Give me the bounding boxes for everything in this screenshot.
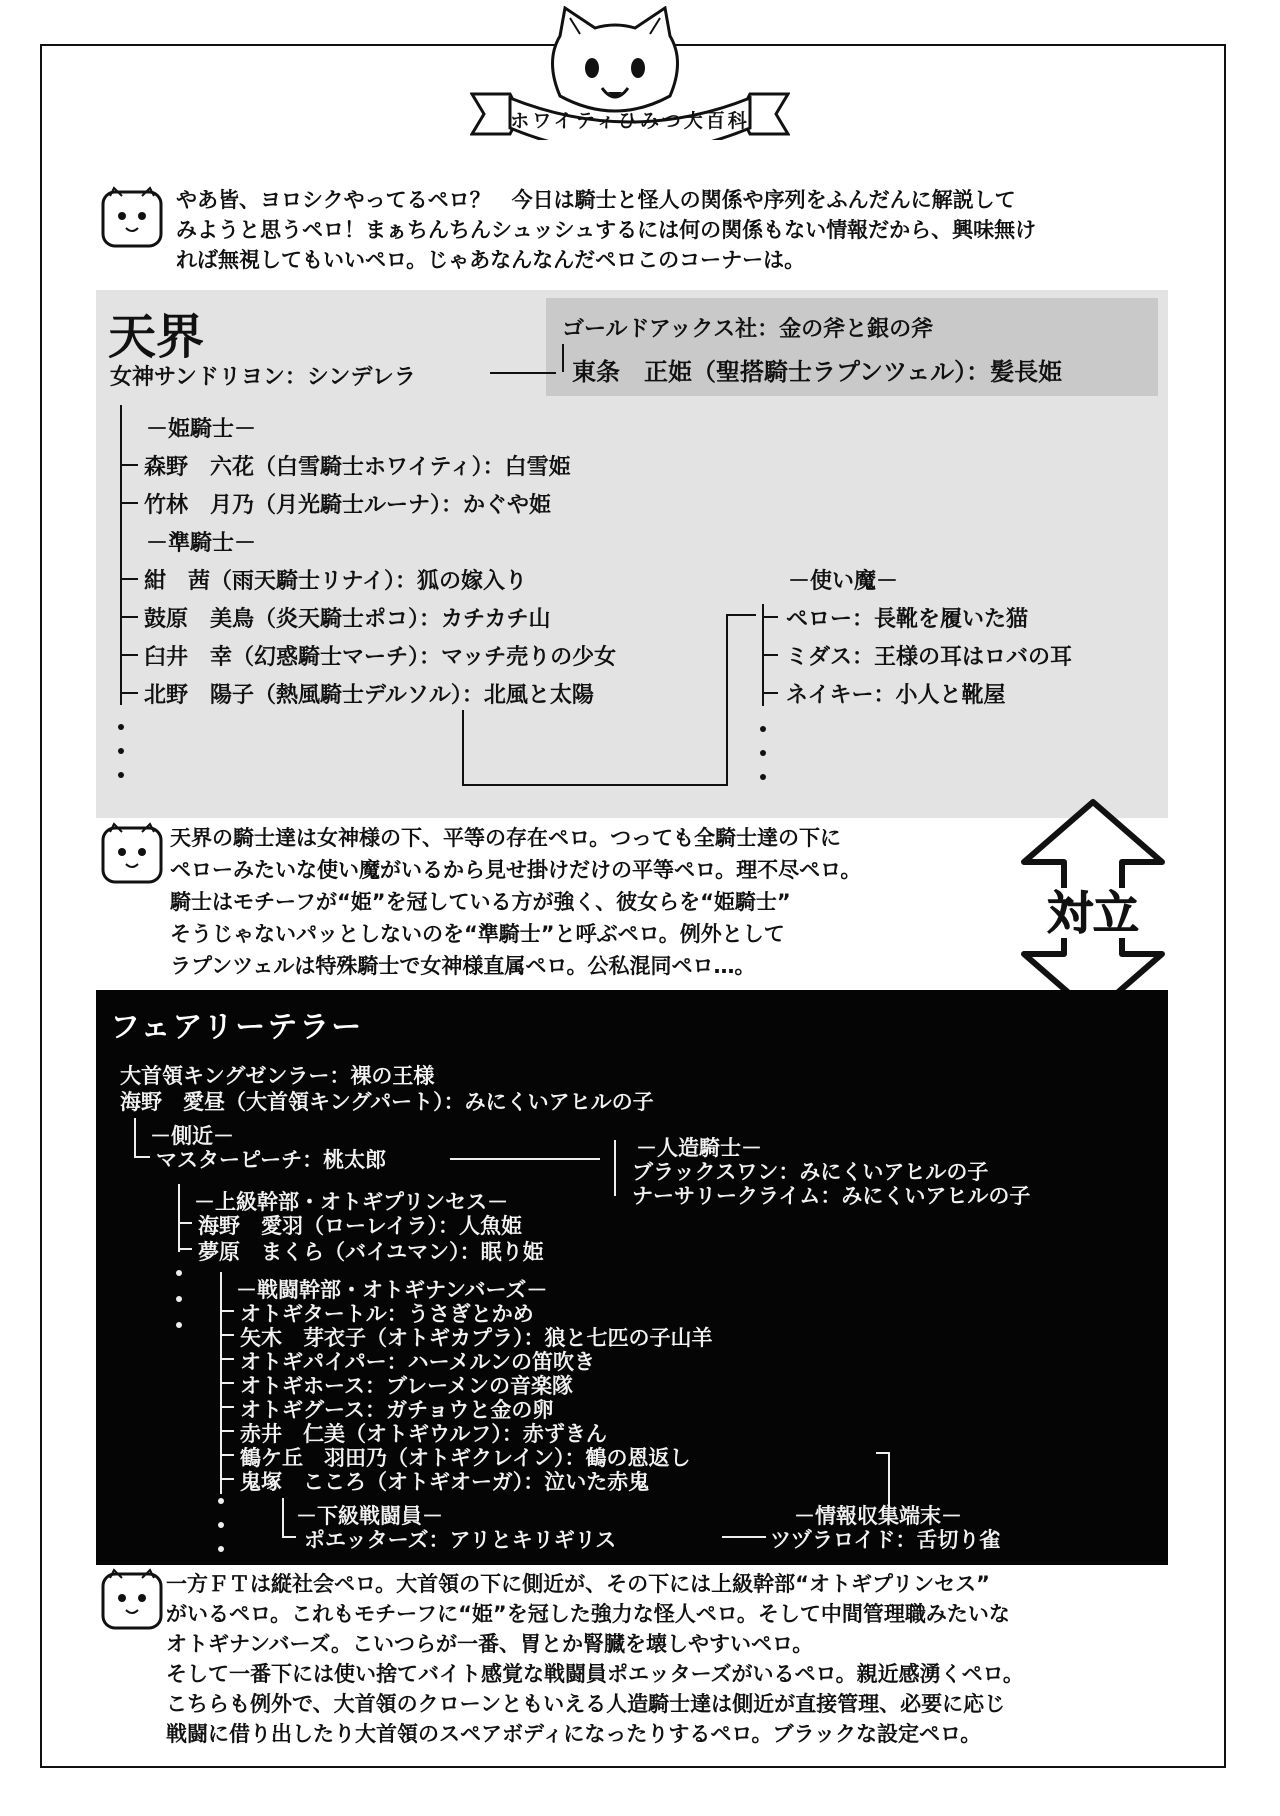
- note-line: 天界の騎士達は女神様の下、平等の存在ペロ。つっても全騎士達の下に: [170, 826, 841, 850]
- connector: [134, 1156, 150, 1158]
- numbers-row: オトギタートル：うさぎとかめ: [240, 1302, 534, 1326]
- knight-row: 臼井 幸（幻惑騎士マーチ）：マッチ売りの少女: [144, 645, 617, 670]
- princess-knight-header: －姫騎士－: [146, 417, 257, 442]
- numbers-row: オトギグース：ガチョウと金の卵: [240, 1398, 554, 1422]
- knight-row: 鼓原 美鳥（炎天騎士ポコ）：カチカチ山: [144, 607, 551, 632]
- leader-part-node: 海野 愛昼（大首領キングパート）：みにくいアヒルの子: [120, 1090, 654, 1114]
- tree-trunk: [282, 1498, 284, 1538]
- knight-row: 北野 陽子（熱風騎士デルソル）：北風と太陽: [144, 683, 594, 708]
- fairy-teller-title: フェアリーテラー: [110, 1010, 364, 1045]
- artificial-knight-row: ブラックスワン：みにくいアヒルの子: [632, 1160, 989, 1184]
- oppose-label: 対立: [1010, 888, 1176, 938]
- connector: [562, 344, 564, 372]
- cat-mascot-icon: [100, 186, 164, 250]
- note-line: こちらも例外で、大首領のクローンともいえる人造騎士達は側近が直接管理、必要に応じ: [166, 1692, 1006, 1716]
- intel-row: ツヅラロイド：舌切り雀: [770, 1528, 1001, 1552]
- cat-mascot-icon: [100, 1568, 164, 1632]
- intro-line: みようと思うペロ！まぁちんちんシュッシュするには何の関係もない情報だから、興味無け: [176, 218, 1037, 242]
- connector: [490, 372, 556, 374]
- intro-line: れば無視してもいいペロ。じゃあなんなんだペロこのコーナーは。: [176, 248, 806, 272]
- continuation-dot: [760, 726, 766, 732]
- connector: [282, 1536, 296, 1538]
- gold-company-node: ゴールドアックス社：金の斧と銀の斧: [562, 317, 934, 342]
- numbers-row: 赤井 仁美（オトギウルフ）：赤ずきん: [240, 1422, 607, 1446]
- connector: [450, 1158, 600, 1160]
- note-line: 戦闘に借り出したり大首領のスペアボディになったりするペロ。ブラックな設定ペロ。: [166, 1722, 982, 1746]
- continuation-dot: [118, 748, 124, 754]
- continuation-dot: [176, 1296, 182, 1302]
- knight-row: 竹林 月乃（月光騎士ルーナ）：かぐや姫: [144, 493, 552, 518]
- connector: [220, 1430, 234, 1432]
- numbers-row: オトギパイパー：ハーメルンの笛吹き: [240, 1350, 596, 1374]
- tree-trunk: [178, 1184, 180, 1252]
- connector: [220, 1454, 234, 1456]
- intel-header: －情報収集端末－: [794, 1504, 962, 1528]
- connector: [462, 784, 728, 786]
- tree-trunk: [120, 405, 122, 705]
- connector: [762, 616, 778, 618]
- page-title: ホワイティひみつ大百科: [510, 110, 750, 132]
- continuation-dot: [218, 1546, 224, 1552]
- continuation-dot: [176, 1322, 182, 1328]
- note-line: そうじゃないパッとしないのを“準騎士”と呼ぶペロ。例外として: [170, 922, 785, 946]
- continuation-dot: [118, 724, 124, 730]
- connector: [220, 1478, 234, 1480]
- familiar-row: ペロー：長靴を履いた猫: [786, 607, 1029, 632]
- special-knight-node: 東条 正姫（聖搭騎士ラプンツェル）：髪長姫: [572, 358, 1063, 386]
- leader-node: 大首領キングゼンラー：裸の王様: [120, 1064, 435, 1088]
- grunt-header: －下級戦闘員－: [296, 1504, 443, 1528]
- numbers-row: オトギホース：ブレーメンの音楽隊: [240, 1374, 574, 1398]
- connector: [762, 654, 778, 656]
- numbers-row: 鬼塚 こころ（オトギオーガ）：泣いた赤鬼: [240, 1470, 650, 1494]
- note-line: ラプンツェルは特殊騎士で女神様直属ペロ。公私混同ペロ…。: [170, 954, 756, 978]
- numbers-row: 矢木 芽衣子（オトギカプラ）：狼と七匹の子山羊: [240, 1326, 713, 1350]
- connector: [120, 692, 138, 694]
- connector: [120, 464, 138, 466]
- connector: [220, 1334, 234, 1336]
- artificial-header: －人造騎士－: [636, 1136, 762, 1160]
- princess-row: 海野 愛羽（ローレイラ）：人魚姫: [198, 1214, 523, 1238]
- note-line: そして一番下には使い捨てバイト感覚な戦闘員ポエッターズがいるペロ。親近感湧くペロ。: [166, 1662, 1024, 1686]
- connector: [120, 502, 138, 504]
- connector: [726, 614, 756, 616]
- familiar-row: ミダス：王様の耳はロバの耳: [786, 645, 1073, 670]
- cat-mascot-icon: [100, 822, 164, 886]
- connector: [120, 578, 138, 580]
- familiar-row: ネイキー：小人と靴屋: [786, 683, 1006, 708]
- connector: [762, 692, 778, 694]
- princess-header: －上級幹部・オトギプリンセス－: [194, 1190, 509, 1214]
- continuation-dot: [760, 750, 766, 756]
- numbers-header: －戦闘幹部・オトギナンバーズ－: [236, 1278, 548, 1302]
- grunt-row: ポエッターズ：アリとキリギリス: [304, 1528, 617, 1552]
- numbers-row: 鶴ケ丘 羽田乃（オトギクレイン）：鶴の恩返し: [240, 1446, 691, 1470]
- connector: [614, 1140, 616, 1196]
- artificial-knight-row: ナーサリークライム：みにくいアヒルの子: [632, 1184, 1031, 1208]
- knight-row: 紺 茜（雨天騎士リナイ）：狐の嫁入り: [144, 569, 528, 594]
- note-line: 一方ＦＴは縦社会ペロ。大首領の下に側近が、その下には上級幹部“オトギプリンセス”: [166, 1572, 990, 1596]
- heaven-title: 天界: [108, 309, 205, 365]
- familiar-header: －使い魔－: [788, 569, 899, 594]
- note-line: ペローみたいな使い魔がいるから見せ掛けだけの平等ペロ。理不尽ペロ。: [170, 858, 862, 882]
- note-line: 騎士はモチーフが“姫”を冠している方が強く、彼女らを“姫騎士”: [170, 890, 791, 914]
- connector: [220, 1382, 234, 1384]
- continuation-dot: [760, 774, 766, 780]
- connector: [726, 614, 728, 786]
- note-line: がいるペロ。これもモチーフに“姫”を冠した強力な怪人ペロ。そして中間管理職みたいな: [166, 1602, 1010, 1626]
- aide-node: マスターピーチ：桃太郎: [156, 1148, 387, 1172]
- tree-trunk: [134, 1118, 136, 1156]
- connector: [120, 654, 138, 656]
- continuation-dot: [218, 1498, 224, 1504]
- connector: [220, 1358, 234, 1360]
- connector: [722, 1536, 766, 1538]
- continuation-dot: [218, 1522, 224, 1528]
- connector: [120, 616, 138, 618]
- aide-header: －側近－: [150, 1124, 234, 1148]
- goddess-node: 女神サンドリヨン：シンデレラ: [110, 365, 416, 390]
- intro-line: やあ皆、ヨロシクやってるペロ？ 今日は騎士と怪人の関係や序列をふんだんに解説して: [176, 188, 1016, 212]
- note-line: オトギナンバーズ。こいつらが一番、胃とか腎臓を壊しやすいペロ。: [166, 1632, 814, 1656]
- connector: [178, 1248, 192, 1250]
- knight-row: 森野 六花（白雪騎士ホワイティ）：白雪姫: [144, 455, 571, 480]
- continuation-dot: [176, 1270, 182, 1276]
- connector: [220, 1406, 234, 1408]
- princess-row: 夢原 まくら（バイユマン）：眠り姫: [198, 1240, 544, 1264]
- connector: [220, 1310, 234, 1312]
- connector: [462, 710, 464, 786]
- continuation-dot: [118, 772, 124, 778]
- sub-knight-header: －準騎士－: [146, 531, 257, 556]
- connector: [178, 1222, 192, 1224]
